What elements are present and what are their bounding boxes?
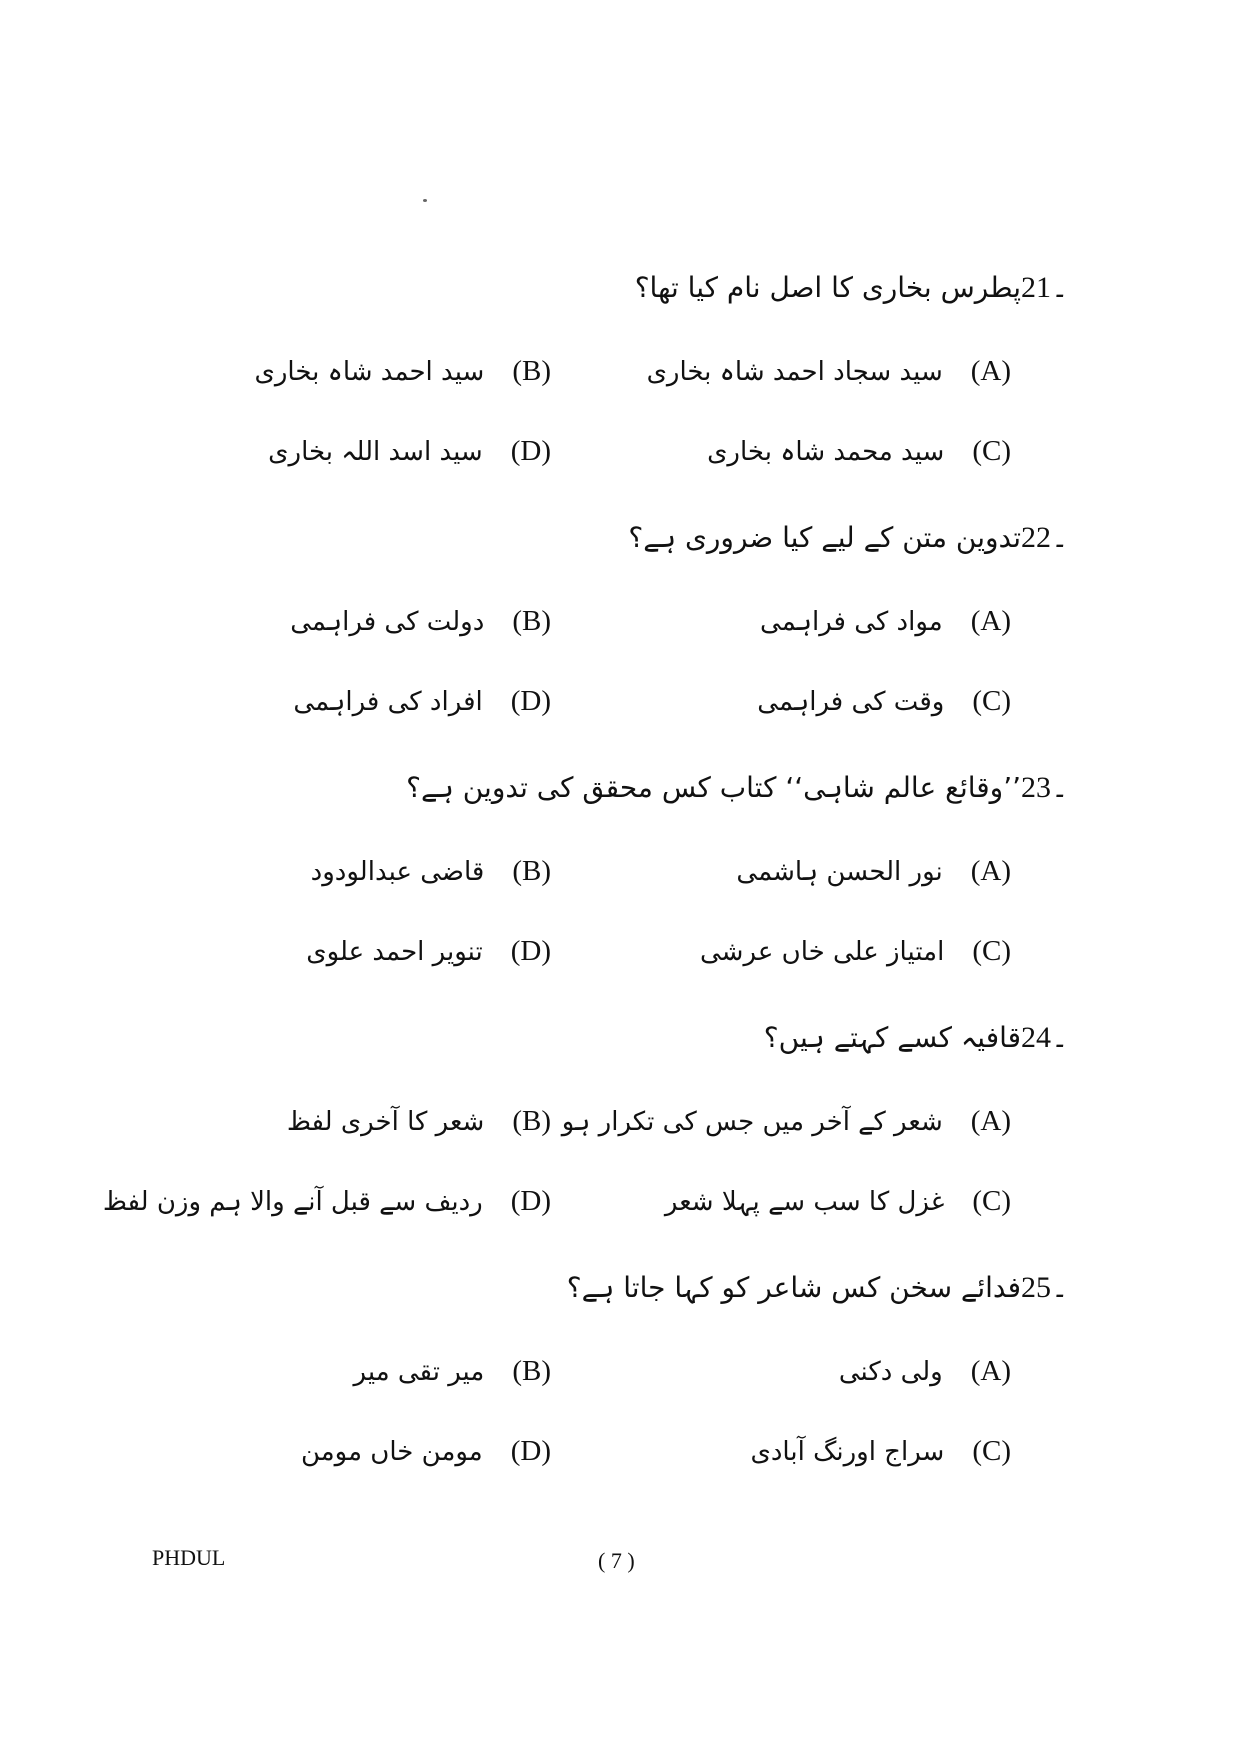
- question-25: [191, 1270, 1091, 1305]
- option-25-d: (D) مومن خاں مومن: [300, 1435, 551, 1467]
- question-23: [191, 770, 1091, 805]
- page-number: ( 7 ): [598, 1548, 635, 1573]
- question-number: 24۔: [1021, 1021, 1069, 1054]
- question-text: تدوین متن کے لیے کیا ضروری ہے؟: [628, 521, 1021, 554]
- question-text: فدائے سخن کس شاعر کو کہا جاتا ہے؟: [566, 1271, 1021, 1304]
- option-22-d: (D) افراد کی فراہمی: [293, 685, 551, 717]
- option-24-a: (A) شعر کے آخر میں جس کی تکرار ہو: [561, 1105, 1011, 1137]
- option-22-c: (C) وقت کی فراہمی: [757, 685, 1011, 717]
- option-23-d: (D) تنویر احمد علوی: [306, 935, 551, 967]
- question-24: [191, 1020, 1091, 1055]
- option-23-a: (A) نور الحسن ہاشمی: [736, 855, 1011, 887]
- question-22: [191, 520, 1091, 555]
- question-text: ’’وقائع عالم شاہی‘‘ کتاب کس محقق کی تدوین ہے؟: [406, 771, 1021, 804]
- option-21-a: (A) سید سجاد احمد شاہ بخاری: [646, 355, 1011, 387]
- option-21-d: (D) سید اسد اللہ بخاری: [268, 435, 551, 467]
- option-24-d: (D) ردیف سے قبل آنے والا ہم وزن لفظ: [102, 1185, 551, 1217]
- option-25-c: (C) سراج اورنگ آبادی: [750, 1435, 1011, 1467]
- question-text: پطرس بخاری کا اصل نام کیا تھا؟: [634, 271, 1021, 304]
- option-21-b: (B) سید احمد شاہ بخاری: [254, 355, 551, 387]
- option-25-a: (A) ولی دکنی: [838, 1355, 1011, 1387]
- question-number: 25۔: [1021, 1271, 1069, 1304]
- question-21: [191, 270, 1091, 305]
- option-24-b: (B) شعر کا آخری لفظ: [286, 1105, 551, 1137]
- question-text: قافیہ کسے کہتے ہیں؟: [763, 1021, 1021, 1054]
- option-23-b: (B) قاضی عبدالودود: [310, 855, 551, 887]
- scan-speck: [423, 199, 427, 202]
- option-23-c: (C) امتیاز علی خاں عرشی: [700, 935, 1011, 967]
- question-number: 23۔: [1021, 771, 1069, 804]
- paper-code: PHDUL: [152, 1545, 226, 1570]
- option-25-b: (B) میر تقی میر: [353, 1355, 551, 1387]
- question-number: 21۔: [1021, 271, 1069, 304]
- option-21-c: (C) سید محمد شاہ بخاری: [707, 435, 1011, 467]
- option-24-c: (C) غزل کا سب سے پہلا شعر: [664, 1185, 1011, 1217]
- option-22-a: (A) مواد کی فراہمی: [760, 605, 1011, 637]
- option-22-b: (B) دولت کی فراہمی: [290, 605, 551, 637]
- question-number: 22۔: [1021, 521, 1069, 554]
